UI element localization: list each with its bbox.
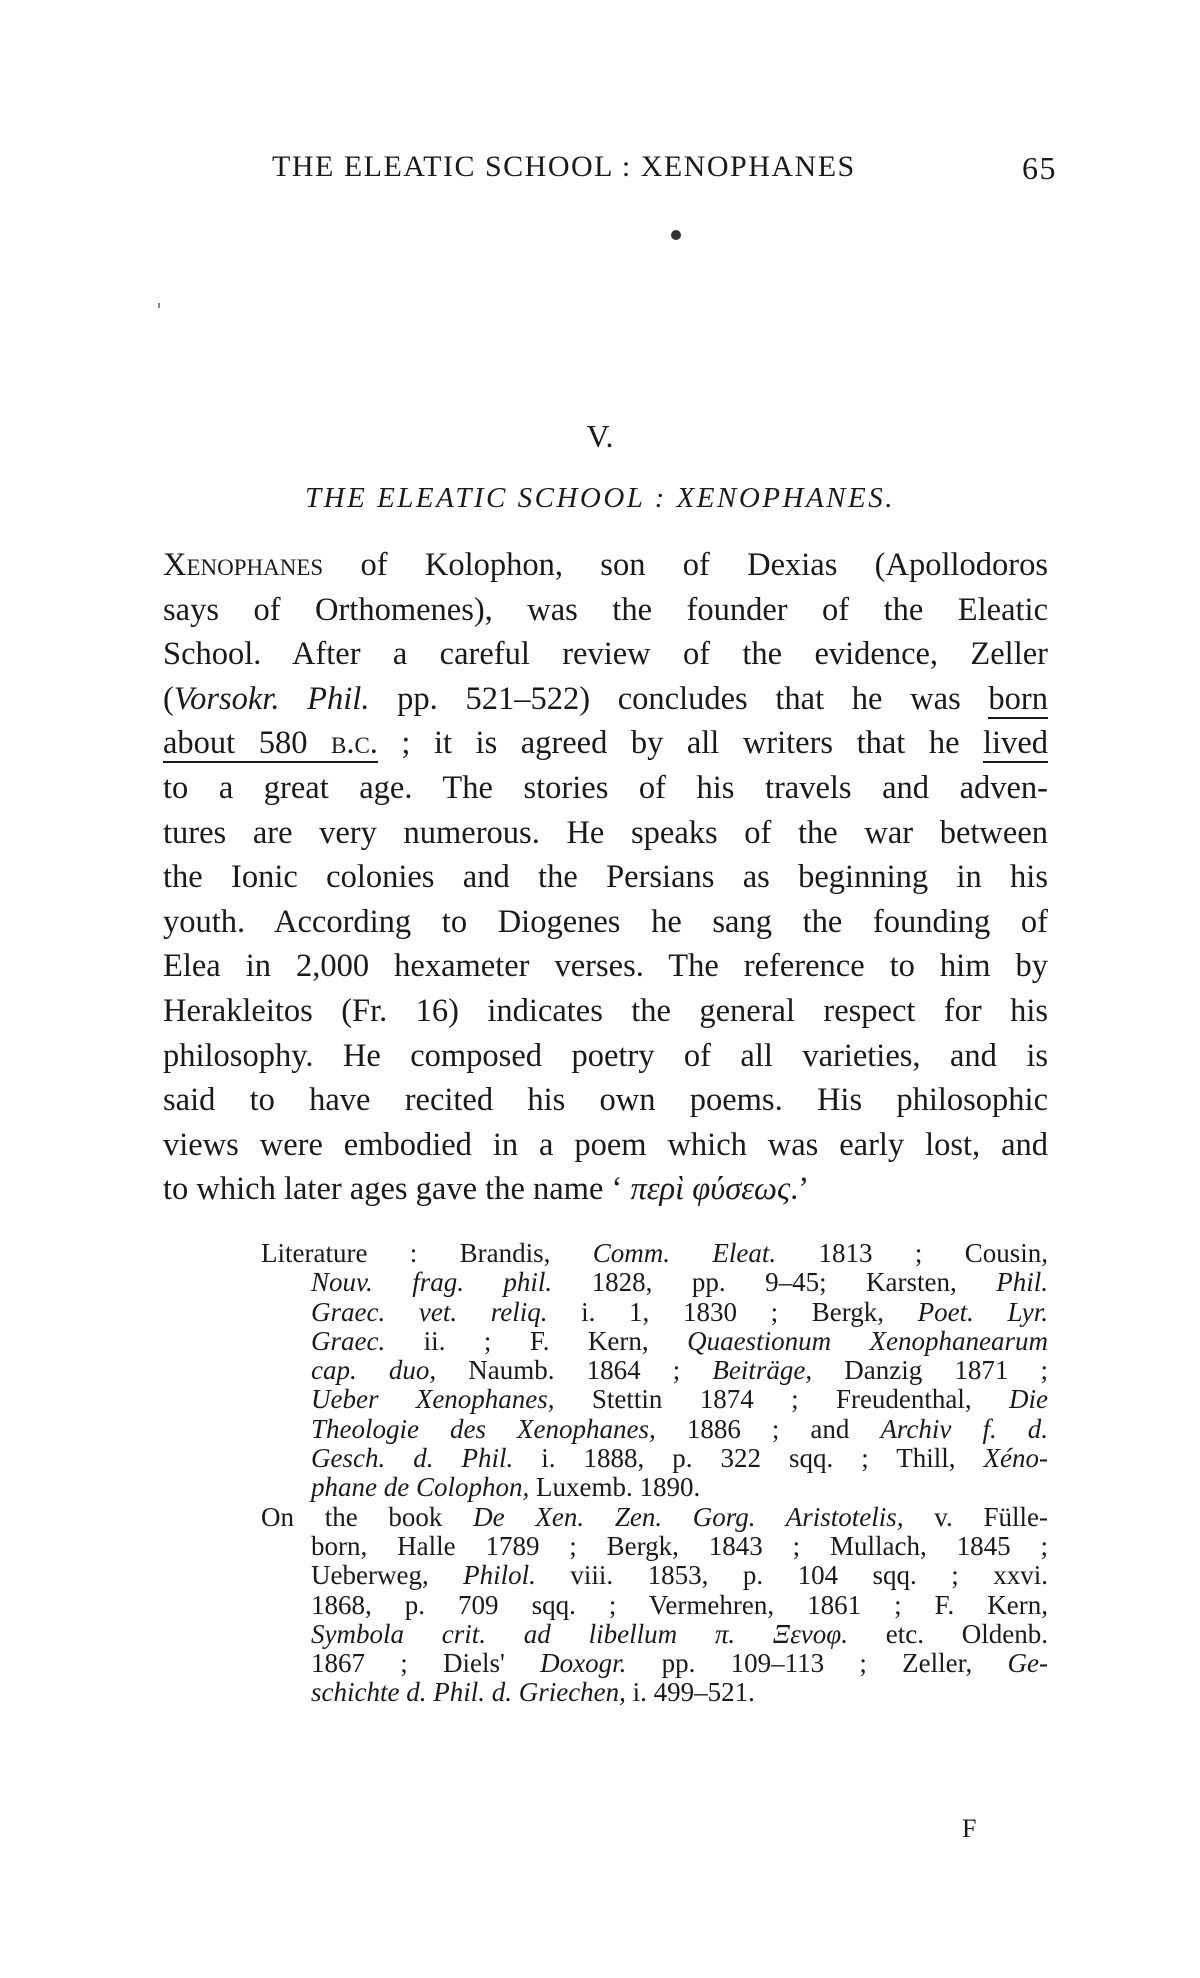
text-run: Literature : Brandis, — [261, 1238, 593, 1268]
text-run: youth. According to Diogenes he sang the founding of — [163, 903, 1048, 940]
literature-line — [261, 1561, 1048, 1590]
italic-citation: Graec. — [311, 1325, 386, 1356]
body-line — [163, 1034, 1048, 1079]
text-run: etc. Oldenb. — [847, 1618, 1049, 1649]
text-run: ( — [163, 680, 174, 717]
italic-citation: Xéno- — [983, 1443, 1048, 1474]
body-paragraph — [163, 543, 1048, 1212]
literature-line — [261, 1298, 1048, 1327]
body-line — [163, 989, 1048, 1034]
body-line — [163, 1078, 1048, 1123]
italic-citation: Poet. Lyr. — [917, 1296, 1048, 1327]
body-line — [163, 632, 1048, 677]
text-run: i. 499–521. — [625, 1677, 755, 1708]
italic-citation: Philol. — [463, 1560, 536, 1591]
text-run: Danzig 1871 ; — [812, 1355, 1048, 1386]
body-line — [163, 588, 1048, 633]
underlined-word: lived — [983, 725, 1048, 762]
italic-citation: Quaestionum Xenophanearum — [687, 1325, 1048, 1356]
literature-line — [261, 1473, 1048, 1502]
text-run: Luxemb. 1890. — [529, 1472, 701, 1503]
text-run: viii. 1853, p. 104 sqq. ; xxvi. — [535, 1560, 1048, 1591]
italic-citation: Archiv f. d. — [880, 1413, 1048, 1444]
literature-line — [261, 1385, 1048, 1414]
italic-citation: Doxogr. — [540, 1648, 627, 1679]
text-run: Herakleitos (Fr. 16) indicates the general respect for his — [163, 992, 1048, 1029]
body-line — [163, 944, 1048, 989]
text-run: 1886 ; and — [655, 1413, 881, 1444]
literature-line — [261, 1503, 1048, 1532]
text-run: ; it is agreed by all writers that he — [377, 725, 984, 762]
greek-title: περὶ φύσεως — [630, 1171, 791, 1208]
text-run: i. 1, 1830 ; Bergk, — [547, 1296, 918, 1327]
text-run: says of Orthomenes), was the founder of the Eleatic — [163, 591, 1048, 628]
body-line — [163, 811, 1048, 856]
italic-citation: Die — [1009, 1384, 1048, 1415]
italic-citation: Vorsokr. Phil. — [173, 680, 370, 717]
signature-mark: F — [962, 1814, 977, 1843]
text-run: to which later ages gave the name ‘ — [163, 1171, 631, 1208]
literature-line — [261, 1268, 1048, 1297]
text-run: School. After a careful review of the evidence, Zeller — [163, 636, 1048, 673]
italic-citation: phane de Colophon, — [311, 1472, 530, 1503]
literature-line — [261, 1415, 1048, 1444]
text-run: views were embodied in a poem which was early lost, and — [163, 1126, 1048, 1163]
body-line — [163, 1167, 1048, 1212]
text-run: Ueberweg, — [311, 1560, 464, 1591]
text-run: of Kolophon, son of Dexias (Apollodoros — [323, 547, 1048, 583]
text-run: Naumb. 1864 ; — [436, 1355, 713, 1386]
body-line — [163, 900, 1048, 945]
body-line — [163, 1123, 1048, 1168]
text-run: 1867 ; Diels' — [311, 1648, 541, 1679]
underlined-word: born — [988, 680, 1048, 717]
stray-ink-mark — [158, 303, 160, 308]
italic-citation: Ge- — [1007, 1648, 1049, 1679]
text-run: .’ — [790, 1171, 810, 1208]
text-run: tures are very numerous. He speaks of the war between — [163, 814, 1048, 851]
literature-line — [261, 1444, 1048, 1473]
italic-citation: Theologie des Xenophanes, — [311, 1413, 656, 1444]
running-title: THE ELEATIC SCHOOL : XENOPHANES — [272, 150, 856, 183]
body-line — [163, 855, 1048, 900]
text-run: born, Halle 1789 ; Bergk, 1843 ; Mullach, 1845 ; — [311, 1530, 1048, 1561]
text-run: philosophy. He composed poetry of all varieties, and is — [163, 1037, 1048, 1074]
author-name: Xenophanes — [163, 547, 324, 583]
italic-citation: Comm. Eleat. — [592, 1238, 777, 1268]
italic-citation: Gesch. d. Phil. — [311, 1443, 514, 1474]
chapter-title: THE ELEATIC SCHOOL : XENOPHANES. — [305, 482, 895, 514]
text-run: the Ionic colonies and the Persians as beginning in his — [163, 859, 1048, 896]
underlined-era: b.c. — [330, 725, 378, 762]
italic-citation: De Xen. Zen. Gorg. Aristotelis, — [473, 1501, 904, 1532]
text-run: 1828, pp. 9–45; Karsten, — [552, 1267, 997, 1298]
text-run: pp. 521–522) concludes that he was — [369, 680, 989, 717]
literature-line — [261, 1239, 1048, 1268]
chapter-number: V. — [586, 418, 614, 454]
text-run: v. Fülle- — [903, 1501, 1049, 1532]
text-run: said to have recited his own poems. His philosophic — [163, 1082, 1048, 1119]
italic-citation: Ueber Xenophanes, — [311, 1384, 555, 1415]
literature-line — [261, 1327, 1048, 1356]
italic-citation: Nouv. frag. phil. — [311, 1267, 553, 1298]
italic-citation: Symbola crit. ad libellum π. Ξενοφ. — [311, 1618, 848, 1649]
text-run: Elea in 2,000 hexameter verses. The reference to him by — [163, 948, 1048, 985]
text-run: pp. 109–113 ; Zeller, — [626, 1648, 1008, 1679]
text-run: to a great age. The stories of his travels and adven- — [163, 769, 1048, 806]
italic-citation: Beiträge, — [712, 1355, 813, 1386]
text-run: 1868, p. 709 sqq. ; Vermehren, 1861 ; F. Kern, — [311, 1589, 1048, 1620]
literature-note — [261, 1239, 1048, 1708]
literature-line — [261, 1532, 1048, 1561]
literature-line — [261, 1591, 1048, 1620]
italic-citation: cap. duo, — [311, 1355, 437, 1386]
literature-line — [261, 1356, 1048, 1385]
literature-line — [261, 1620, 1048, 1649]
running-head — [272, 150, 1057, 194]
italic-citation: Graec. vet. reliq. — [311, 1296, 548, 1327]
text-run: Stettin 1874 ; Freudenthal, — [554, 1384, 1009, 1415]
body-line — [163, 543, 1048, 588]
body-line — [163, 721, 1048, 766]
ink-dot-ornament — [671, 230, 681, 240]
text-run: On the book — [261, 1501, 474, 1532]
italic-citation: Phil. — [996, 1267, 1048, 1298]
body-line — [163, 766, 1048, 811]
text-run: 1813 ; Cousin, — [776, 1238, 1048, 1268]
italic-citation: schichte d. Phil. d. Griechen, — [311, 1677, 626, 1708]
underlined-phrase: about 580 — [163, 725, 331, 762]
literature-line — [261, 1678, 1048, 1707]
body-line — [163, 677, 1048, 722]
page-number: 65 — [1022, 150, 1057, 186]
literature-line — [261, 1649, 1048, 1678]
text-run: ii. ; F. Kern, — [385, 1325, 688, 1356]
text-run: i. 1888, p. 322 sqq. ; Thill, — [513, 1443, 984, 1474]
